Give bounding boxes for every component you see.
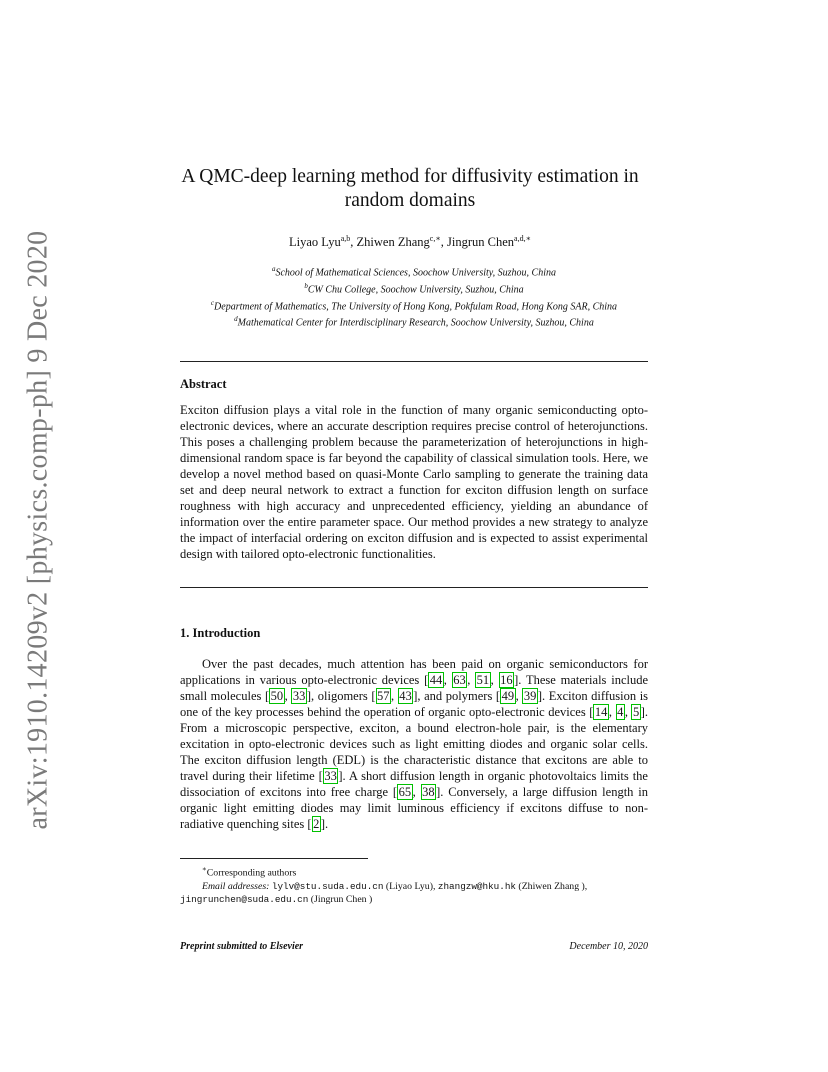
email-owner: (Zhiwen Zhang ),	[515, 880, 588, 892]
author-name: Jingrun Chen	[447, 235, 515, 250]
footnote-corresponding-text: Corresponding authors	[206, 867, 297, 879]
email-link[interactable]: lylv@stu.suda.edu.cn	[271, 880, 384, 892]
author-list	[130, 234, 690, 250]
affiliation	[150, 313, 678, 330]
introduction-text: ,	[284, 689, 292, 703]
affiliation-mark: d	[234, 315, 238, 324]
preprint-date: December 10, 2020	[569, 941, 648, 952]
abstract-bottom-rule	[180, 587, 648, 588]
citation-link[interactable]: 14	[594, 705, 608, 719]
introduction-text: ,	[443, 673, 452, 687]
citation-link[interactable]: 33	[292, 689, 306, 703]
email-link[interactable]: zhangzw@hku.hk	[437, 880, 516, 892]
author-name: Zhiwen Zhang	[356, 235, 430, 250]
affiliation-text: Department of Mathematics, The University of Hong Kong, Pokfulam Road, Hong Kong SAR, China	[214, 300, 618, 312]
citation-link[interactable]: 5	[632, 705, 640, 719]
title-line-2: random domains	[344, 190, 476, 211]
footnote-emails	[180, 880, 650, 894]
affiliation-text: CW Chu College, Soochow University, Suzhou, China	[307, 284, 524, 296]
introduction-text: ,	[608, 705, 616, 719]
abstract-text: Exciton diffusion plays a vital role in the function of many organic semiconducting opto-electronic devices, where an accurate description requires precise control of heterojunctions. This poses a challenging problem because the parameterization of heterojunctions in high-dimensional random space is far beyond the capability of classical simulation tools. Here, we develop a novel method based on quasi-Monte Carlo sampling to generate the training data set and deep neural network to extract a function for exciton diffusion length on surface roughness with high accuracy and unprecedented efficiency, yielding an abundance of information over the entire parameter space. Our method provides a new strategy to analyze the impact of interfacial ordering on exciton diffusion and is expected to assist experimental design with tailored opto-electronic functionalities.	[180, 403, 648, 561]
section-heading-introduction: 1. Introduction	[180, 626, 261, 640]
citation-link[interactable]: 16	[500, 673, 513, 687]
citation-link[interactable]: 51	[476, 673, 490, 687]
footnote-rule	[180, 858, 368, 859]
email-owner: (Liyao Lyu),	[383, 880, 438, 892]
arxiv-id: arXiv:1910.14209v2 [physics.comp-ph] 9 Dec 2020	[22, 230, 54, 830]
citation-link[interactable]: 39	[523, 689, 537, 703]
affiliation-text: School of Mathematical Sciences, Soochow University, Suzhou, China	[275, 267, 556, 279]
author-separator: ,	[440, 235, 448, 250]
introduction-text: ], oligomers [	[306, 689, 376, 703]
footnotes	[180, 863, 650, 907]
affiliation-list	[150, 263, 678, 330]
paper-title	[130, 165, 690, 213]
citation-link[interactable]: 33	[324, 769, 337, 783]
email-owner: (Jingrun Chen )	[308, 894, 373, 906]
citation-link[interactable]: 38	[422, 785, 435, 799]
introduction-text: ], and polymers [	[413, 689, 501, 703]
introduction-text: ]. These materials include small molecules [	[180, 673, 649, 703]
introduction-text: ].	[320, 817, 329, 831]
preprint-note: Preprint submitted to Elsevier	[180, 941, 304, 952]
introduction-text: ,	[624, 705, 632, 719]
author-name: Liyao Lyu	[288, 235, 341, 250]
citation-link[interactable]: 57	[377, 689, 390, 703]
affiliation	[150, 280, 678, 297]
introduction-text: ]. Exciton diffusion is one of the key processes behind the operation of organic opto-electronic devices [	[180, 689, 649, 719]
author-affil-mark: c,∗	[429, 234, 441, 243]
footnote-emails-cont	[180, 893, 650, 907]
author-separator: ,	[350, 235, 357, 250]
arxiv-stamp	[18, 230, 58, 830]
author-affil-mark: a,b	[340, 234, 351, 243]
emails-label: Email addresses:	[202, 880, 270, 892]
author-affil-mark: a,d,∗	[514, 234, 532, 243]
introduction-text: ]. A short diffusion length in organic photovoltaics limits the dissociation of excitons into free charge [	[180, 769, 648, 799]
introduction-text: ,	[515, 689, 523, 703]
citation-link[interactable]: 2	[313, 817, 320, 831]
introduction-text: ]. Conversely, a large diffusion length in organic light emitting diodes may limit luminous efficiency if excitons diffuse to non-radiative quenching sites [	[180, 785, 649, 831]
introduction-text: Over the past decades, much attention has been paid on organic semiconductors for applications in various opto-electronic devices [	[180, 657, 648, 687]
citation-link[interactable]: 63	[453, 673, 466, 687]
introduction-text: ,	[412, 785, 421, 799]
citation-link[interactable]: 44	[429, 673, 443, 687]
footnote-corresponding	[180, 863, 650, 880]
citation-link[interactable]: 50	[270, 689, 284, 703]
title-line-1: A QMC-deep learning method for diffusivity estimation in	[181, 166, 639, 187]
affiliation-mark: b	[304, 281, 308, 290]
introduction-text: ,	[490, 673, 499, 687]
affiliation-text: Mathematical Center for Interdisciplinary Research, Soochow University, Suzhou, China	[237, 317, 594, 329]
abstract-top-rule	[180, 361, 648, 362]
affiliation-mark: a	[271, 265, 276, 273]
citation-link[interactable]: 4	[617, 705, 624, 719]
introduction-text: ,	[467, 673, 476, 687]
introduction-text: ]. From a microscopic perspective, exciton, a bound electron-hole pair, is the elementary excitation in opto-electronic devices such as light emitting diodes and organic solar cells. The exciton diffusion length (EDL) is the characteristic distance that excitons are able to travel during their lifetime [	[180, 705, 649, 783]
introduction-text: ,	[391, 689, 398, 703]
citation-link[interactable]: 65	[398, 785, 412, 799]
citation-link[interactable]: 49	[501, 689, 515, 703]
abstract-heading: Abstract	[180, 377, 227, 391]
affiliation	[150, 297, 678, 314]
affiliation-mark: c	[210, 298, 215, 307]
email-link[interactable]: jingrunchen@suda.edu.cn	[180, 894, 309, 906]
introduction-paragraph	[180, 656, 648, 832]
affiliation	[150, 263, 678, 280]
citation-link[interactable]: 43	[399, 689, 412, 703]
footnote-mark: ∗	[202, 865, 207, 873]
